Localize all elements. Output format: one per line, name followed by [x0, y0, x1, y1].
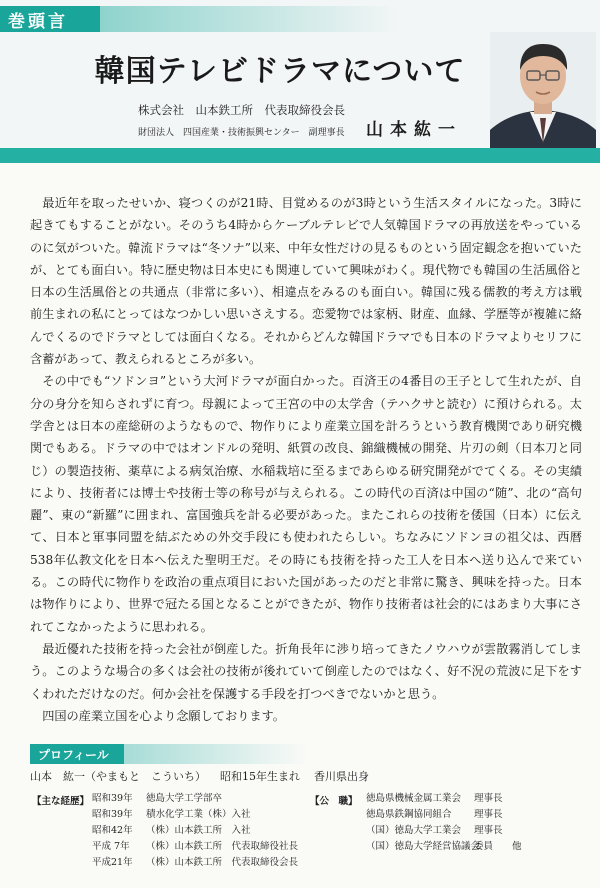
career-year: 平成21年 [92, 857, 133, 868]
header [0, 0, 600, 163]
badge-gradient [100, 6, 600, 32]
public-org: 徳島県鉄鋼協同組合 [366, 809, 452, 820]
career-text: 徳島大学工学部卒 [146, 793, 223, 804]
career-year: 昭和39年 [92, 793, 133, 804]
public-office-item [366, 839, 522, 855]
foundation-affiliation: 財団法人 四国産業・技術振興センター 副理事長 [138, 128, 345, 138]
career-item [92, 855, 298, 871]
paragraph: 四国の産業立国を心より念願しております。 [42, 708, 285, 723]
public-org: （国）徳島大学経営協議会 [366, 841, 481, 852]
public-role: 理事長 [474, 825, 503, 836]
section-badge: 巻頭言 [0, 6, 100, 32]
career-text: （株）山本鉄工所 代表取締役会長 [146, 857, 299, 868]
public-office-item [366, 807, 503, 823]
career-year: 昭和39年 [92, 809, 133, 820]
profile-born: 昭和15年生まれ [220, 770, 300, 783]
public-org: 徳島県機械金属工業会 [366, 793, 462, 804]
profile-summary [30, 768, 369, 784]
paragraph: その中でも“ソドンヨ”という大河ドラマが面白かった。百済王の4番目の王子として生れたが、自分の身分を知らされずに育つ。母親によって王宮の中の太学舎（テハクサと読む）に預けられる。太学舎とは日本の産総研のようなもので、物作りにより産業立国を計ろうという教育機関であり研究機関でもある。ドラマの中ではオンドルの発明、紙質の改良、錦織機械の開発、片刃の剣（日本刀と同じ）の製造技術、薬草による病気治療、水稲栽培に至るまであらゆる研究開発がでてくる。その実績により、技術者には博士や技術士等の称号が与えられる。この時代の百済は中国の“随”、北の“高句麗”、東の“新羅”に囲まれ、富国強兵を計る必要があった。またこれらの技術を倭国（日本）に伝えて、日本と軍事同盟を結ぶための外交手段にも使われたらしい。ちなみにソドンヨの祖父は、西暦538年仏教文化を日本へ伝えた聖明王だ。その時にも技術を持った工人を日本へ送り込んで来ている。この時代に物作りを政治の重点項目においた国があったのだと非常に驚き、興味を持った。日本は物作りにより、世界で冠たる国となることができたが、物作り技術者は社会的にはあまり大事にされてこなかったように思われる。 [30, 374, 582, 634]
public-org: （国）徳島大学工業会 [366, 825, 462, 836]
author-block [0, 98, 490, 148]
career-heading: 【主な経歴】 [32, 796, 90, 807]
career-text: （株）山本鉄工所 入社 [146, 825, 251, 836]
profile-badge: プロフィール [30, 744, 124, 764]
profile-name: 山本 紘一（やまもと こういち） [30, 770, 206, 783]
article-body [30, 192, 582, 727]
public-role: 理事長 [474, 809, 503, 820]
public-role: 委員 他 [474, 841, 522, 852]
career-text: （株）山本鉄工所 代表取締役社長 [146, 841, 299, 852]
author-name: 山本紘一 [366, 120, 462, 140]
paragraph: 最近優れた技術を持った会社が倒産した。折角長年に渉り培ってきたノウハウが雲散霧消してしまう。このような場合の多くは会社の技術が後れていて倒産したのではなく、好不況の荒波に足下をすくわれただけなのだ。何か会社を保護する手段を打つべきでないかと思う。 [30, 641, 582, 701]
header-band [0, 148, 600, 163]
paragraph: 最近年を取ったせいか、寝つくのが21時、目覚めるのが3時という生活スタイルになった。3時に起きてもすることがない。そのうち4時からケーブルテレビで人気韓国ドラマの再放送をやっているのに気がついた。韓流ドラマは“冬ソナ”以来、中年女性だけの見るものという固定観念を抱いていたが、とても面白い。特に歴史物は日本史にも関連していて興味がわく。現代物でも韓国の生活風俗と日本の生活風俗との共通点（非常に多い）、相違点をみるのも面白い。韓国に残る儒教的考え方は戦前生まれの私にとってはなつかしい思いさえする。恋愛物では家柄、財産、血縁、学歴等が複雑に絡んでくるのでドラマとしては面白くなる。それからどんな韓国ドラマでも日本のドラマよりセリフに含蓄があって、教えられるところが多い。 [30, 196, 582, 367]
career-item [92, 791, 222, 807]
career-year: 昭和42年 [92, 825, 133, 836]
profile-origin: 香川県出身 [314, 770, 369, 783]
career-year: 平成 7年 [92, 841, 130, 852]
author-portrait [490, 32, 596, 148]
public-office-item [366, 823, 503, 839]
career-item [92, 839, 298, 855]
profile-badge-gradient [124, 744, 582, 764]
public-office-heading: 【公 職】 [310, 796, 358, 807]
public-office-item [366, 791, 503, 807]
career-item [92, 823, 251, 839]
company-affiliation: 株式会社 山本鉄工所 代表取締役会長 [138, 103, 345, 117]
career-text: 積水化学工業（株）入社 [146, 809, 251, 820]
public-role: 理事長 [474, 793, 503, 804]
career-item [92, 807, 251, 823]
page-title: 韓国テレビドラマについて [94, 54, 466, 89]
